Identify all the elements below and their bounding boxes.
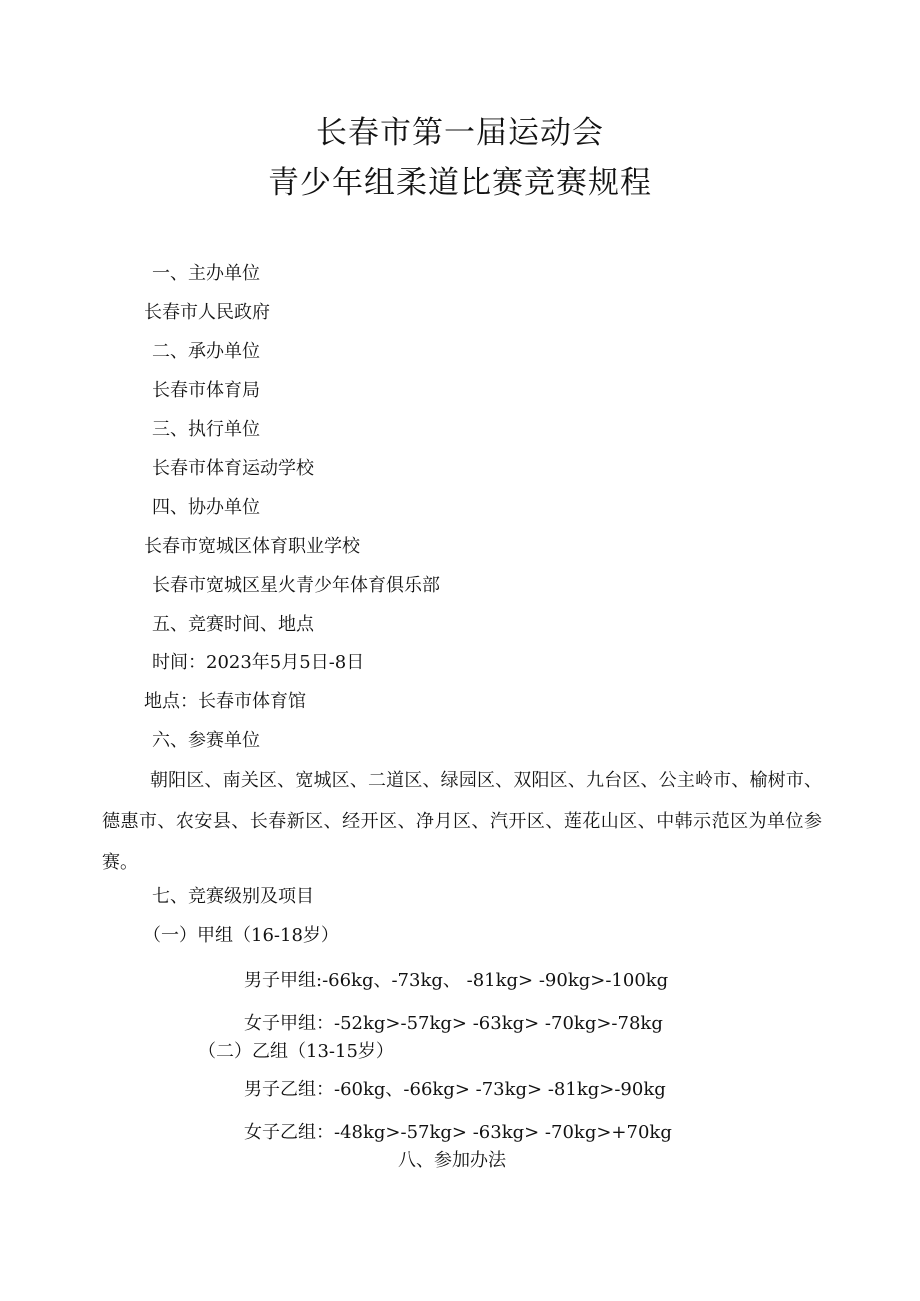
group-b-heading: （二）乙组（13-15岁） <box>198 1041 394 1062</box>
section-4-heading: 四、协办单位 <box>152 497 260 518</box>
section-5-time: 时间：2023年5月5日-8日 <box>152 652 365 673</box>
section-4-body-1: 长春市宽城区体育职业学校 <box>144 536 360 557</box>
section-6-heading: 六、参赛单位 <box>152 730 260 751</box>
section-8-heading: 八、参加办法 <box>398 1150 506 1171</box>
group-a-men-weights: 男子甲组:-66kg、-73kg、 -81kg> -90kg>-100kg <box>244 970 669 991</box>
section-5-heading: 五、竞赛时间、地点 <box>152 614 314 635</box>
group-b-men-weights: 男子乙组：-60kg、-66kg> -73kg> -81kg>-90kg <box>244 1079 666 1100</box>
section-2-body: 长春市体育局 <box>152 380 260 401</box>
section-3-body: 长春市体育运动学校 <box>152 458 314 479</box>
group-b-women-weights: 女子乙组：-48kg>-57kg> -63kg> -70kg>+70kg <box>244 1122 672 1143</box>
group-a-heading: （一）甲组（16-18岁） <box>143 925 339 946</box>
section-1-body: 长春市人民政府 <box>144 302 270 323</box>
document-title-line-2: 青少年组柔道比赛竞赛规程 <box>268 165 652 201</box>
section-2-heading: 二、承办单位 <box>152 341 260 362</box>
section-7-heading: 七、竞赛级别及项目 <box>152 886 314 907</box>
section-1-heading: 一、主办单位 <box>152 263 260 284</box>
group-a-women-weights: 女子甲组：-52kg>-57kg> -63kg> -70kg>-78kg <box>244 1013 663 1034</box>
document-title-line-1: 长春市第一届运动会 <box>316 115 604 151</box>
section-4-body-2: 长春市宽城区星火青少年体育俱乐部 <box>152 575 440 596</box>
section-5-place: 地点：长春市体育馆 <box>144 691 306 712</box>
section-6-body: 朝阳区、南关区、宽城区、二道区、绿园区、双阳区、九台区、公主岭市、榆树市、德惠市、农安县、长春新区、经开区、净月区、汽开区、莲花山区、中韩示范区为单位参赛。 <box>102 770 822 873</box>
section-3-heading: 三、执行单位 <box>152 419 260 440</box>
